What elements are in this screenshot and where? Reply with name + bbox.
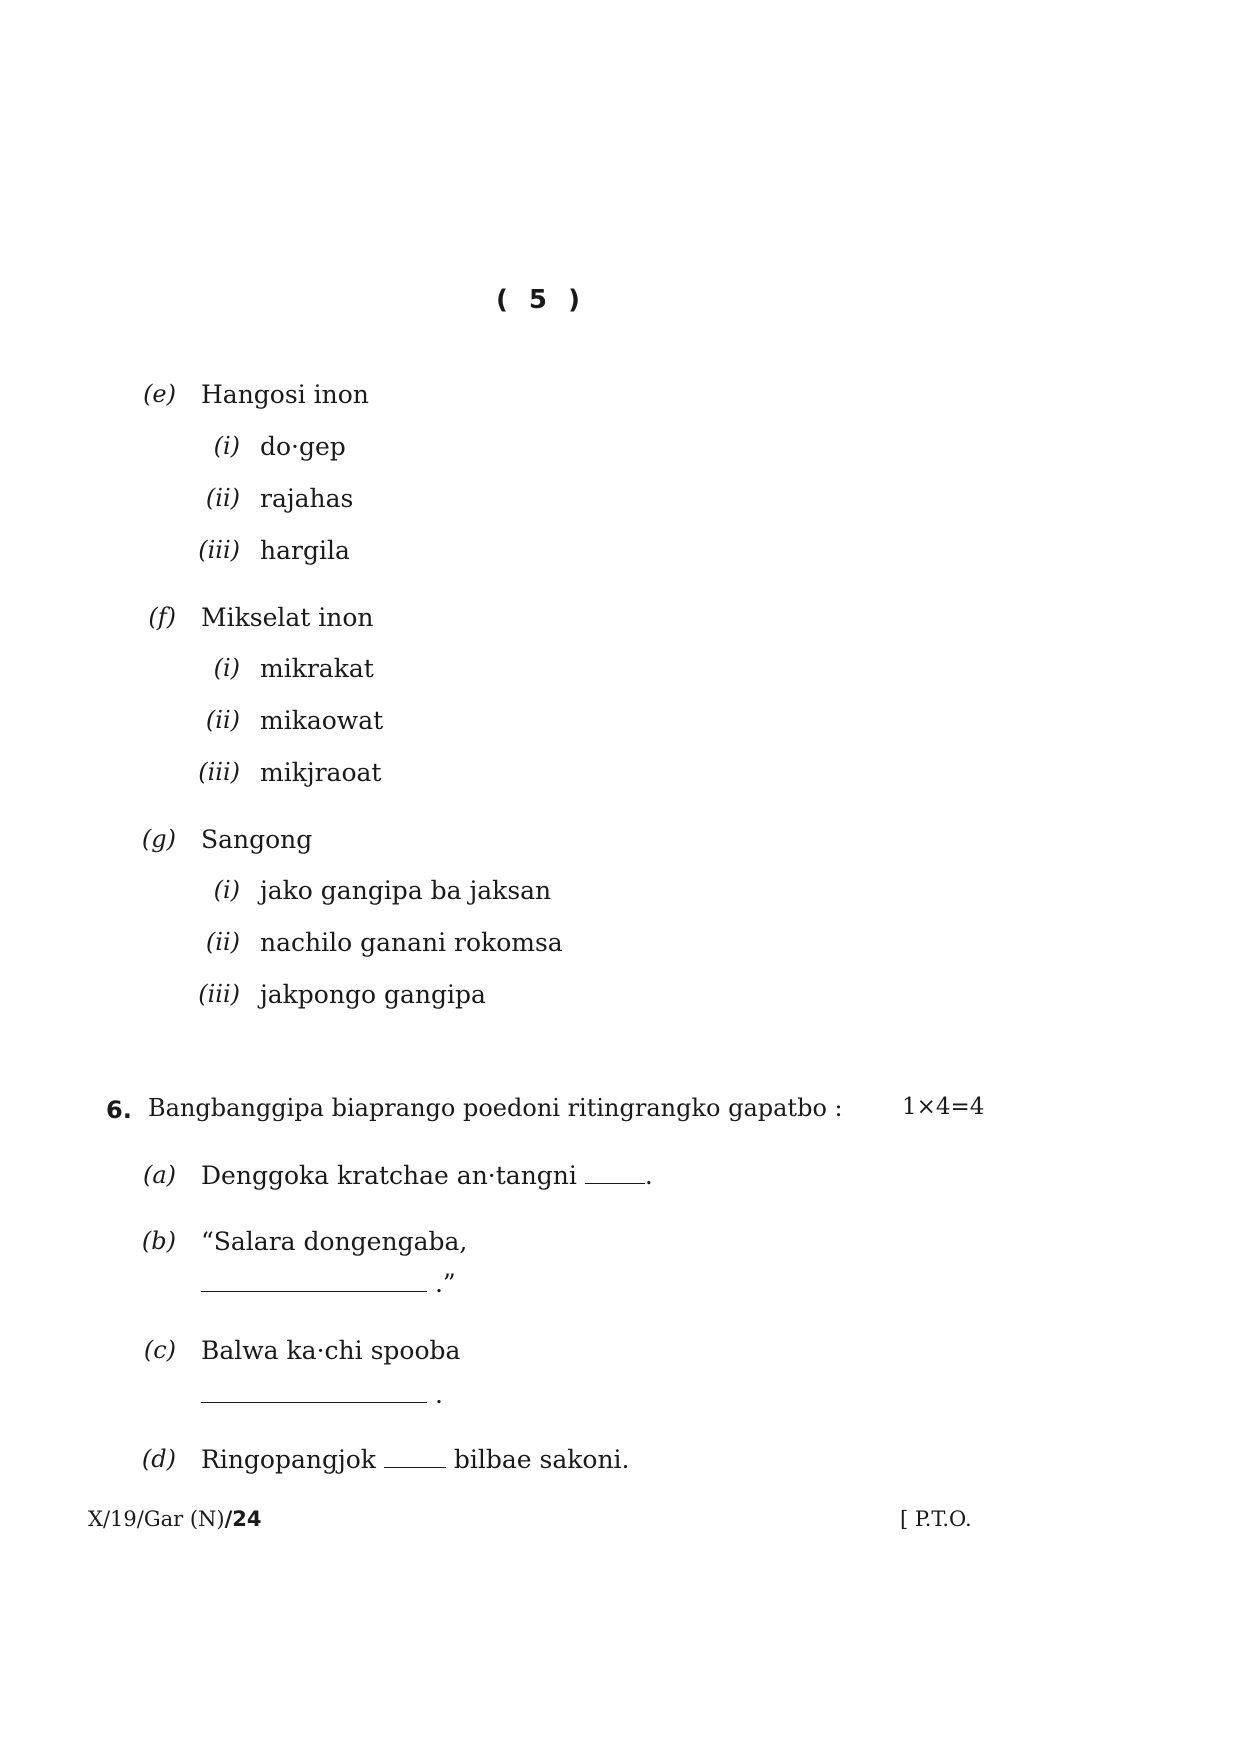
item-b-blank-line: [201, 1269, 456, 1298]
paper-code-prefix: X/19/Gar (N): [88, 1507, 225, 1531]
question-number-6: 6.: [106, 1096, 132, 1124]
item-c-end: .: [434, 1380, 443, 1409]
option-text: jako gangipa ba jaksan: [260, 876, 552, 905]
item-b-text: “Salara dongengaba,: [201, 1227, 468, 1256]
question-text-e: Hangosi inon: [201, 380, 369, 409]
option-label: (i): [213, 432, 240, 460]
option-label: (ii): [205, 484, 240, 512]
option-label: (iii): [198, 536, 240, 564]
option-text: mikrakat: [260, 654, 374, 683]
option-label: (i): [213, 876, 240, 904]
question-label-f: (f): [148, 603, 176, 631]
item-c-blank-line: [201, 1380, 443, 1409]
option-label: (i): [213, 654, 240, 682]
option-text: hargila: [260, 536, 350, 565]
item-a: [201, 1161, 653, 1190]
item-label-b: (b): [141, 1227, 176, 1255]
question-6-text: Bangbanggipa biaprango poedoni ritingrangko gapatbo :: [148, 1094, 843, 1122]
option-label: (iii): [198, 758, 240, 786]
option-text: mikaowat: [260, 706, 384, 735]
question-text-g: Sangong: [201, 825, 313, 854]
paper-code-suffix: /24: [224, 1507, 262, 1531]
item-label-d: (d): [141, 1445, 176, 1473]
item-c-text: Balwa ka·chi spooba: [201, 1336, 461, 1365]
fill-blank-d: [384, 1467, 446, 1468]
question-text-f: Mikselat inon: [201, 603, 374, 632]
item-b-end: .”: [434, 1269, 456, 1298]
question-label-e: (e): [143, 380, 176, 408]
option-text: rajahas: [260, 484, 354, 513]
question-label-g: (g): [141, 825, 176, 853]
option-label: (ii): [205, 928, 240, 956]
fill-blank-c: [201, 1402, 427, 1403]
item-d-text-before: Ringopangjok: [201, 1445, 376, 1474]
option-label: (iii): [198, 980, 240, 1008]
option-text: mikjraoat: [260, 758, 382, 787]
option-label: (ii): [205, 706, 240, 734]
option-text: jakpongo gangipa: [260, 980, 486, 1009]
question-6-marks: 1×4=4: [902, 1094, 985, 1120]
pto-marker: [ P.T.O.: [900, 1507, 972, 1531]
fill-blank-a: [585, 1183, 645, 1184]
item-d: [201, 1445, 629, 1474]
page-number: ( 5 ): [496, 285, 586, 315]
option-text: nachilo ganani rokomsa: [260, 928, 563, 957]
paper-code: [88, 1507, 262, 1531]
item-label-c: (c): [143, 1336, 176, 1364]
item-a-text: Denggoka kratchae an·tangni: [201, 1161, 577, 1190]
option-text: do·gep: [260, 432, 346, 461]
item-a-end: .: [644, 1161, 653, 1190]
fill-blank-b: [201, 1291, 427, 1292]
item-label-a: (a): [142, 1161, 176, 1189]
item-d-text-after: bilbae sakoni.: [453, 1445, 630, 1474]
